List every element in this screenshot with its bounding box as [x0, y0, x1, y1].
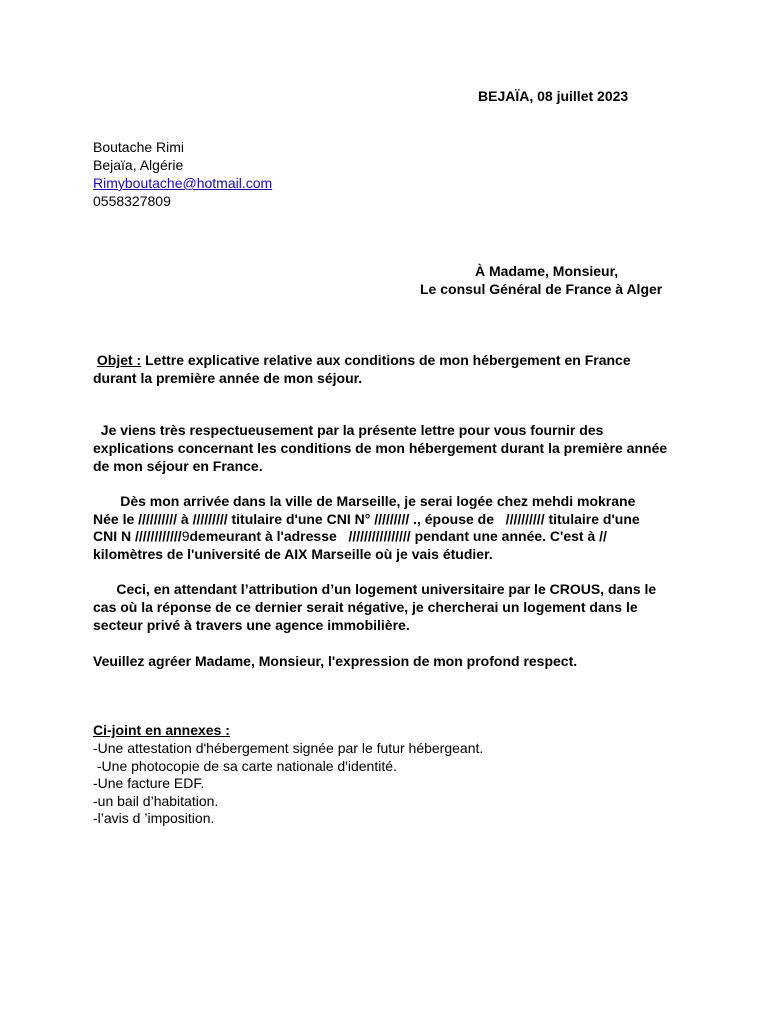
subject-text: Lettre explicative relative aux conditions de mon hébergement en France [141, 352, 631, 368]
address-text: demeurant à l'adresse //////////////// pendant une année. C'est à // [189, 528, 607, 544]
paragraph-line: Née le ////////// à ///////// titulaire d'une CNI N° ///////// ., épouse de ////////// titulaire d'une [93, 511, 640, 527]
annex-item: -Une facture EDF. [93, 775, 205, 791]
annex-item: -Une photocopie de sa carte nationale d'identité. [93, 758, 397, 774]
recipient-salutation: À Madame, Monsieur, [475, 263, 619, 279]
letter-date: BEJAÏA, 08 juillet 2023 [478, 88, 629, 104]
subject-line-1 [93, 352, 631, 369]
sender-phone: 0558327809 [93, 193, 171, 209]
paragraph-line: Ceci, en attendant l’attribution d’un logement universitaire par le CROUS, dans le [93, 581, 657, 597]
paragraph-line: kilomètres de l'université de AIX Marseille où je vais étudier. [93, 546, 493, 562]
recipient-title: Le consul Général de France à Alger [420, 281, 663, 297]
cni-number: CNI N //////////// [93, 528, 182, 544]
closing-line: Veuillez agréer Madame, Monsieur, l'expression de mon profond respect. [93, 653, 578, 669]
paragraph-line: explications concernant les conditions de mon hébergement durant la première année [93, 440, 668, 456]
sender-name: Boutache Rimi [93, 139, 185, 155]
paragraph-line: cas où la réponse de ce dernier serait négative, je chercherai un logement dans le [93, 599, 638, 615]
annex-item: -l’avis d ’imposition. [93, 810, 215, 826]
paragraph-line [93, 528, 607, 545]
annex-item: -un bail d’habitation. [93, 793, 219, 809]
cni-digit: 9 [181, 528, 190, 544]
paragraph-line: de mon séjour en France. [93, 458, 263, 474]
paragraph-line: secteur privé à travers une agence immobilière. [93, 617, 410, 633]
annexes-title: Ci-joint en annexes : [93, 722, 230, 738]
annex-item: -Une attestation d'hébergement signée par le futur hébergeant. [93, 740, 484, 756]
sender-city: Bejaïa, Algérie [93, 157, 184, 173]
sender-email-link[interactable]: Rimyboutache@hotmail.com [93, 175, 273, 191]
paragraph-line: Je viens très respectueusement par la présente lettre pour vous fournir des [93, 422, 604, 438]
paragraph-line: Dès mon arrivée dans la ville de Marseille, je serai logée chez mehdi mokrane [93, 493, 636, 509]
subject-line-2: durant la première année de mon séjour. [93, 370, 363, 386]
subject-label: Objet : [96, 352, 142, 368]
